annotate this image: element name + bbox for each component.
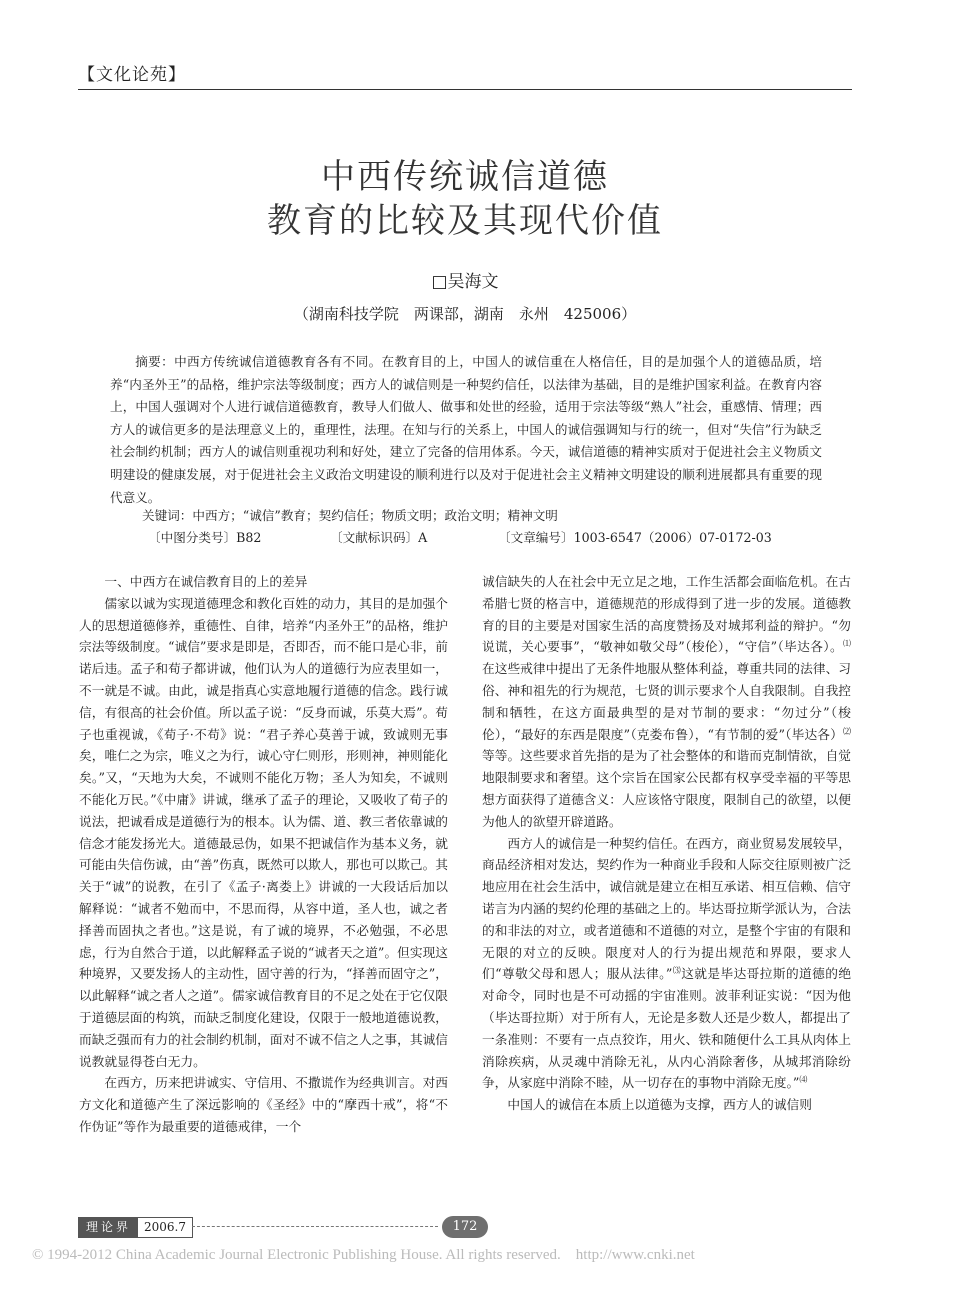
section-heading: 一、中西方在诚信教育目的上的差异: [104, 574, 308, 589]
footnote-mark: ⑷: [799, 1075, 808, 1085]
footnote-mark: ⑵: [843, 726, 851, 736]
title-line-2: 教育的比较及其现代价值: [267, 201, 663, 241]
body-column-right: [482, 571, 851, 1116]
footer-dashed-rule: [192, 1226, 438, 1227]
author-name: □吴海文: [431, 272, 499, 292]
header-rule: [78, 89, 852, 90]
journal-badge: [78, 1217, 193, 1238]
journal-issue: 2006.7: [138, 1218, 192, 1237]
journal-name: 理论界: [79, 1218, 138, 1237]
title-line-1: 中西传统诚信道德: [321, 157, 609, 197]
column-tag: 【文化论苑】: [78, 65, 186, 85]
footnote-mark: ⑴: [843, 639, 851, 649]
body-column-left: [79, 571, 448, 1138]
text-run: 西方人的诚信是一种契约信任。在西方，商业贸易发展较早，商品经济相对发达，契约作为一种商业手段和人际交往原则被广泛地应用在社会生活中，诚信就是建立在相互承诺、相互信赖、信守诺言为内涵的契约伦理的基础之上的。毕达哥拉斯学派认为，合法的和非法的对立，或者道德和不道德的对立，是整个宇宙的有限和无限的对立的反映。限度对人的行为提出规范和界限，要求人们“尊敬父母和恩人；服从法律。”: [482, 835, 851, 982]
clc-number: 〔中图分类号〕B82: [148, 530, 262, 545]
classification-line: [148, 528, 848, 548]
text-run: 在这些戒律中提出了无条件地服从整体利益，尊重共同的法律、习俗、神和祖先的行为规范，七贤的训示要求个人自我限制。自我控制和牺牲，在这方面最典型的是对节制的要求：“勿过分”（梭伦），“最好的东西是限度”（克娄布鲁），“有节制的爱”（毕达各）: [482, 661, 851, 742]
article-number: 〔文章编号〕1003-6547（2006）07-0172-03: [498, 530, 772, 545]
paragraph: 在西方，历来把讲诚实、守信用、不撒谎作为经典训言。对西方文化和道德产生了深远影响的《圣经》中的“摩西十戒”，将“不作伪证”等作为最重要的道德戒律，一个: [79, 1075, 448, 1134]
text-run: 等等。这些要求首先指的是为了社会整体的和谐而克制情欲，自觉地限制要求和奢望。这个宗旨在国家公民都有权享受幸福的平等思想方面获得了道德含义：人应该恪守限度，限制自己的欲望，以便为他人的欲望开辟道路。: [482, 748, 851, 829]
paragraph: [482, 833, 851, 1095]
paragraph: [482, 571, 851, 833]
footnote-mark: ⑶: [672, 966, 682, 976]
page-number: 172: [442, 1216, 488, 1238]
abstract: 摘要：中西方传统诚信道德教育各有不同。在教育目的上，中国人的诚信重在人格信任，目的是加强个人的道德品质，培养“内圣外王”的品格，维护宗法等级制度；西方人的诚信则是一种契约信任，以法律为基础，目的是维护国家利益。在教育内容上，中国人强调对个人进行诚信道德教育，教导人们做人、做事和处世的经验，适用于宗法等级“熟人”社会，重感情、情理；西方人的诚信更多的是法理意义上的，重理性，法理。在知与行的关系上，中国人的诚信强调知与行的统一，但对“失信”行为缺乏社会制约机制；西方人的诚信则重视功利和好处，建立了完备的信用体系。今天，诚信道德的精神实质对于促进社会主义物质文明建设的健康发展，对于促进社会主义政治文明建设的顺利进行以及对于促进社会主义精神文明建设的顺利进展都具有重要的现代意义。: [110, 354, 822, 505]
keywords: 关键词：中西方；“诚信”教育；契约信任；物质文明；政治文明；精神文明: [142, 508, 558, 523]
document-code: 〔文献标识码〕A: [330, 530, 428, 545]
text-run: 这就是毕达哥拉斯的道德的绝对命令，同时也是不可动摇的宇宙准则。波菲利证实说：“因为他（毕达哥拉斯）对于所有人，无论是多数人还是少数人，都提出了一条准则：不要有一点点狡诈，用火、铁和随便什么工具从肉体上消除疾病，从灵魂中消除无礼，从内心消除奢侈，从城邦消除纷争，从家庭中消除不睦，从一切存在的事物中消除无度。”: [482, 966, 852, 1091]
author-affiliation: （湖南科技学院 两课部，湖南 永州 425006）: [293, 305, 637, 323]
paragraph: 中国人的诚信在本质上以道德为支撑，西方人的诚信则: [507, 1097, 812, 1113]
copyright-notice: © 1994-2012 China Academic Journal Electronic Publishing House. All rights reserved. http://www.cnki.net: [32, 1247, 695, 1263]
article-title: [0, 155, 930, 243]
text-run: 诚信缺失的人在社会中无立足之地，工作生活都会面临危机。在古希腊七贤的格言中，道德规范的形成得到了进一步的发展。道德教育的目的主要是对国家生活的高度赞扬及对城邦利益的辩护。“勿说谎，关心要事”，“敬神如敬父母”（梭伦），“守信”（毕达各）。: [482, 574, 851, 655]
paragraph: 儒家以诚为实现道德理念和教化百姓的动力，其目的是加强个人的思想道德修养，重德性、自律，培养“内圣外王”的品格，维护宗法等级制度。“诚信”要求是即是，否即否，而不能口是心非，前诺后违。孟子和荀子都讲诚，他们认为人的道德行为应表里如一，不一就是不诚。由此，诚是指真心实意地履行道德的信念。践行诚信，有很高的社会价值。所以孟子说：“反身而诚，乐莫大焉”。荀子也重视诚，《荀子·不苟》说：“君子养心莫善于诚，致诚则无事矣，唯仁之为宗，唯义之为行，诚心守仁则形，形则神，神则能化矣。”又，“天地为大矣，不诚则不能化万物；圣人为知矣，不诚则不能化万民。”《中庸》讲诚，继承了孟子的理论，又吸收了荀子的说法，把诚看成是道德行为的根本。认为儒、道、教三者依靠诚的信念才能发扬光大。道德最忌伪，如果不把诚信作为基本义务，就可能由失信伤诚，由“善”伤真，既然可以欺人，那也可以欺己。其关于“诚”的说教，在引了《孟子·离娄上》讲诚的一大段话后加以解释说：“诚者不勉而中，不思而得，从容中道，圣人也，诚之者择善而固执之者也。”这是说，有了诚的境界，不必勉强，不必思虑，行为自然合于道，以此解释孟子说的“诚者天之道”。但实现这种境界，又要发扬人的主动性，固守善的行为，“择善而固守之”，以此解释“诚之者人之道”。儒家诚信教育目的不足之处在于它仅限于道德层面的构筑，而缺乏制度化建设，仅限于一般地道德说教，而缺乏强而有力的社会制约机制，面对不诚不信之人之事，其诚信说教就显得苍白无力。: [79, 595, 448, 1069]
